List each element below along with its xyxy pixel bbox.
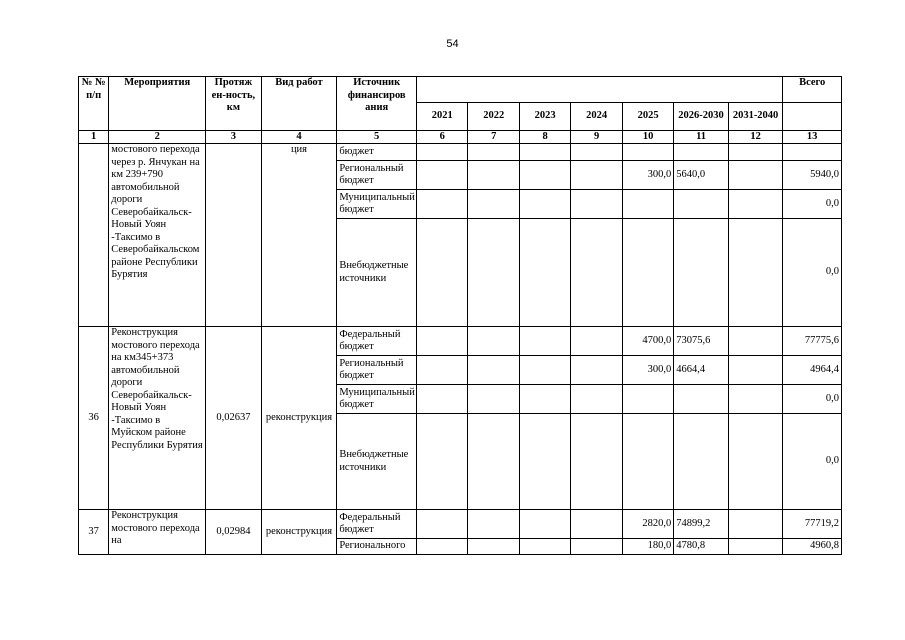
- column-number: 8: [519, 131, 570, 144]
- length-cell: [206, 144, 262, 327]
- column-number: 2: [109, 131, 206, 144]
- column-number: 1: [79, 131, 109, 144]
- row-num-cell: [79, 144, 109, 327]
- funding-source: Внебюджетные источники: [337, 414, 417, 510]
- funding-source: Федеральный бюджет: [337, 510, 417, 539]
- value-2025: [622, 385, 673, 414]
- event-description: Реконструкция мостового перехода на км345+373 автомобильной дороги Северобайкальск-Новый Уоян -Таксимо в Муйском районе Республики Бурятия: [109, 327, 206, 510]
- column-number: 11: [674, 131, 728, 144]
- value-2026-2030: 5640,0: [674, 161, 728, 190]
- value-total: 4960,8: [783, 539, 842, 555]
- value-total: 0,0: [783, 414, 842, 510]
- header-year: 2031-2040: [728, 103, 783, 131]
- funding-source: Муниципальный бюджет: [337, 190, 417, 219]
- work-type: реконструкция: [261, 327, 337, 510]
- column-number: 6: [417, 131, 468, 144]
- value-2025: 2820,0: [622, 510, 673, 539]
- header-year: 2023: [519, 103, 570, 131]
- work-type: реконструкция: [261, 510, 337, 555]
- funding-source: Федеральный бюджет: [337, 327, 417, 356]
- event-description: Реконструкция мостового перехода на: [109, 510, 206, 555]
- value-total: 0,0: [783, 385, 842, 414]
- value-total: 77719,2: [783, 510, 842, 539]
- header-total-empty: [783, 103, 842, 131]
- value-total: 0,0: [783, 219, 842, 327]
- header-work-type: Вид работ: [261, 77, 337, 131]
- value-total: 4964,4: [783, 356, 842, 385]
- value-total: 77775,6: [783, 327, 842, 356]
- value-2025: [622, 414, 673, 510]
- header-years-group: [417, 77, 783, 103]
- value-2026-2030: 74899,2: [674, 510, 728, 539]
- header-events: Мероприятия: [109, 77, 206, 131]
- row-number: 36: [79, 327, 109, 510]
- column-number: 7: [468, 131, 519, 144]
- header-year: 2025: [622, 103, 673, 131]
- event-description: мостового перехода через р. Янчукан на км 239+790 автомобильной дороги Северобайкальск-Новый Уоян -Таксимо в Северобайкальском районе Республики Бурятия: [109, 144, 206, 327]
- header-year: 2024: [571, 103, 622, 131]
- column-number: 10: [622, 131, 673, 144]
- length-value: 0,02984: [206, 510, 262, 555]
- value-2026-2030: [674, 385, 728, 414]
- row-number: 37: [79, 510, 109, 555]
- financing-table: [78, 76, 842, 555]
- funding-source: Регионального: [337, 539, 417, 555]
- column-number: 9: [571, 131, 622, 144]
- funding-source: бюджет: [337, 144, 417, 161]
- value-2026-2030: [674, 219, 728, 327]
- value-2025: 4700,0: [622, 327, 673, 356]
- funding-source: Региональный бюджет: [337, 356, 417, 385]
- length-value: 0,02637: [206, 327, 262, 510]
- header-total: Всего: [783, 77, 842, 103]
- page-number: 54: [446, 38, 459, 50]
- value-2025: 180,0: [622, 539, 673, 555]
- value-2026-2030: [674, 144, 728, 161]
- value-2025: [622, 190, 673, 219]
- funding-source: Внебюджетные источники: [337, 219, 417, 327]
- header-source: Источник финансиров ания: [337, 77, 417, 131]
- value-2025: 300,0: [622, 356, 673, 385]
- column-number: 12: [728, 131, 783, 144]
- header-year: 2022: [468, 103, 519, 131]
- value-2025: [622, 144, 673, 161]
- value-2026-2030: 73075,6: [674, 327, 728, 356]
- column-number: 4: [261, 131, 337, 144]
- header-year: 2026-2030: [674, 103, 728, 131]
- column-number: 13: [783, 131, 842, 144]
- value-total: 0,0: [783, 190, 842, 219]
- column-number: 3: [206, 131, 262, 144]
- column-number: 5: [337, 131, 417, 144]
- value-2025: 300,0: [622, 161, 673, 190]
- funding-source: Региональный бюджет: [337, 161, 417, 190]
- header-num: № № п/п: [79, 77, 109, 131]
- value-2026-2030: 4780,8: [674, 539, 728, 555]
- value-2026-2030: 4664,4: [674, 356, 728, 385]
- value-2026-2030: [674, 190, 728, 219]
- header-length: Протяж ен-ность, км: [206, 77, 262, 131]
- value-total: 5940,0: [783, 161, 842, 190]
- funding-source: Муниципальный бюджет: [337, 385, 417, 414]
- work-type: ция: [261, 144, 337, 327]
- value-total: [783, 144, 842, 161]
- header-year: 2021: [417, 103, 468, 131]
- value-2026-2030: [674, 414, 728, 510]
- value-2025: [622, 219, 673, 327]
